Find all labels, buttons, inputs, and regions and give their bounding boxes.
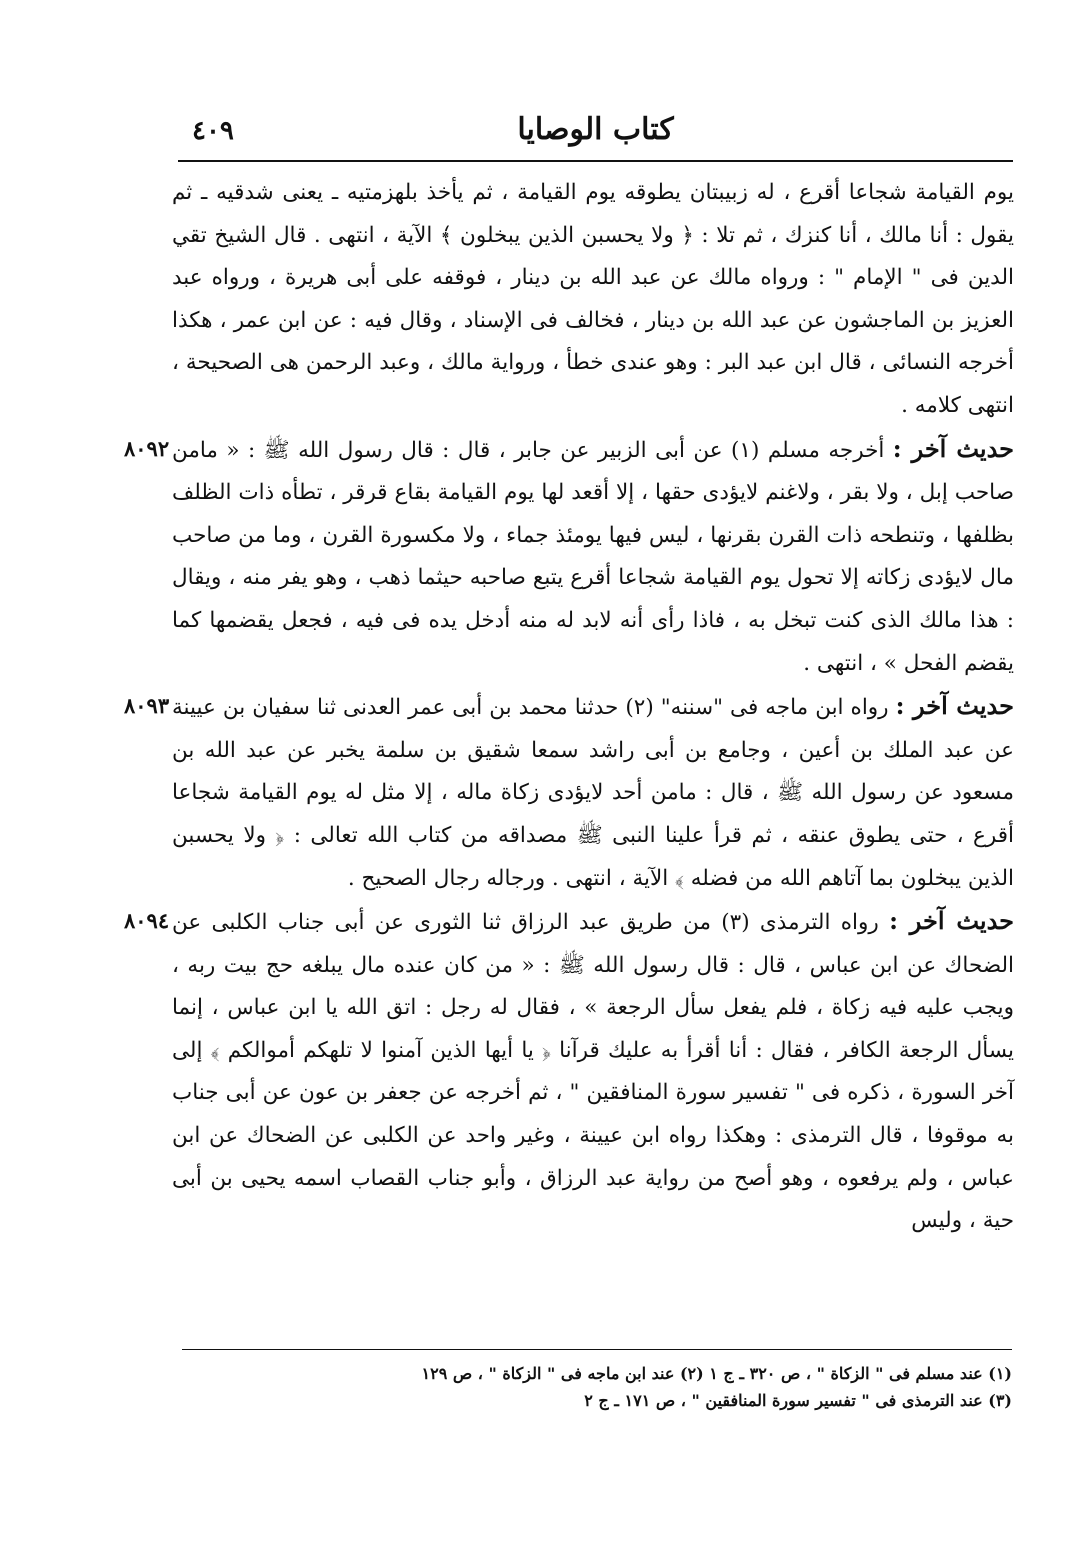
footnotes <box>290 1360 1012 1414</box>
hadith-entry <box>124 685 1014 900</box>
hadith-lead: حديث آخر : <box>892 433 1014 463</box>
header-divider <box>178 160 1013 162</box>
page-number: ٤٠٩ <box>192 116 234 146</box>
paragraph-text: يوم القيامة شجاعا أقرع ، له زبيبتان يطوقه يوم القيامة ، ثم يأخذ بلهزمتيه ـ يعنى شدقيه ـ ثم يقول : أنا مالك ، أنا كنزك ، ثم تلا : ﴿ ولا يحسبن الذين يبخلون ﴾ الآية ، انتهى . قال الشيخ تقي الدين فى " الإمام " : ورواه مالك عن عبد الله بن دينار ، فوقفه على أبى هريرة ، ورواه عبد العزيز بن الماجشون عن عبد الله بن دينار ، فخالف فى الإسناد ، وقال فيه : عن ابن عمر ، هكذا أخرجه النسائى ، قال ابن عبد البر : وهو عندى خطأ ، ورواية مالك ، وعبد الرحمن هى الصحيحة ، انتهى كلامه . <box>172 180 1014 418</box>
hadith-number: ٨٠٩٢ <box>124 435 170 461</box>
hadith-lead: حديث آخر : <box>889 906 1015 936</box>
hadith-text: أخرجه مسلم (١) عن أبى الزبير عن جابر ، قال : قال رسول الله ﷺ : « مامن صاحب إبل ، ولا بقر ، ولاغنم لايؤدى حقها ، إلا أقعد لها يوم القيامة بقاع قرقر ، تطأه ذات الظلف بظلفها ، وتنطحه ذات القرن بقرنها ، ليس فيها يومئذ جماء ، ولا مكسورة القرن ، وما من صاحب مال لايؤدى زكاته إلا تحول يوم القيامة شجاعا أقرع يتبع صاحبه حيثما ذهب ، وهو يفر منه ، ويقال : هذا مالك الذى كنت تبخل به ، فاذا رأى أنه لابد له منه أدخل يده فى فيه ، فجعل يقضمها كما يقضم الفحل » ، انتهى . <box>172 437 1014 676</box>
footnote-line: (١) عند مسلم فى " الزكاة " ، ص ٣٢٠ ـ ج ١ (٢) عند ابن ماجه فى " الزكاة " ، ص ١٢٩ <box>421 1364 1012 1383</box>
hadith-entry <box>124 900 1015 1243</box>
hadith-text: رواه الترمذى (٣) من طريق عبد الرزاق ثنا الثورى عن أبى جناب الكلبى عن الضحاك عن ابن عباس ، قال : قال رسول الله ﷺ : « من كان عنده مال يبلغه حج بيت ربه ، ويجب عليه فيه زكاة ، فلم يفعل سأل الرجعة » ، فقال له رجل : اتق الله يا ابن عباس ، إنما يسأل الرجعة الكافر ، فقال : أنا أقرأ به عليك قرآنا ﴿ يا أيها الذين آمنوا لا تلهكم أموالكم ﴾ إلى آخر السورة ، ذكره فى " تفسير سورة المنافقين " ، ثم أخرجه عن جعفر بن عون عن أبى جناب به موقوفا ، قال الترمذى : وهكذا رواه ابن عيينة ، وغير واحد عن الكلبى عن الضحاك عن ابن عباس ، ولم يرفعوه ، وهو أصح من رواية عبد الرزاق ، وأبو جناب القصاب اسمه يحيى بن أبى حية ، وليس <box>172 910 1014 1234</box>
footnote-divider <box>182 1349 1012 1350</box>
running-title: كتاب الوصايا <box>517 112 674 147</box>
main-text <box>124 172 1015 1243</box>
hadith-lead: حديث آخر : <box>895 691 1014 721</box>
footnote-line: (٣) عند الترمذى فى " تفسير سورة المنافقين " ، ص ١٧١ ـ ج ٢ <box>584 1391 1012 1410</box>
hadith-number: ٨٠٩٤ <box>124 908 170 934</box>
hadith-text: رواه ابن ماجه فى "سننه" (٢) حدثنا محمد بن أبى عمر العدنى ثنا سفيان بن عيينة عن عبد الملك بن أعين ، وجامع بن أبى راشد سمعا شقيق بن سلمة يخبر عن عبد الله بن مسعود عن رسول الله ﷺ ، قال : مامن أحد لايؤدى زكاة ماله ، إلا مثل له يوم القيامة شجاعا أقرع ، حتى يطوق عنقه ، ثم قرأ علينا النبى ﷺ مصداقه من كتاب الله تعالى : ﴿ ولا يحسبن الذين يبخلون بما آتاهم الله من فضله ﴾ الآية ، انتهى . ورجاله رجال الصحيح . <box>172 695 1014 891</box>
hadith-entry <box>124 428 1014 686</box>
hadith-number: ٨٠٩٣ <box>124 693 170 719</box>
continuation-paragraph <box>172 172 1014 428</box>
page-header <box>178 108 1013 158</box>
